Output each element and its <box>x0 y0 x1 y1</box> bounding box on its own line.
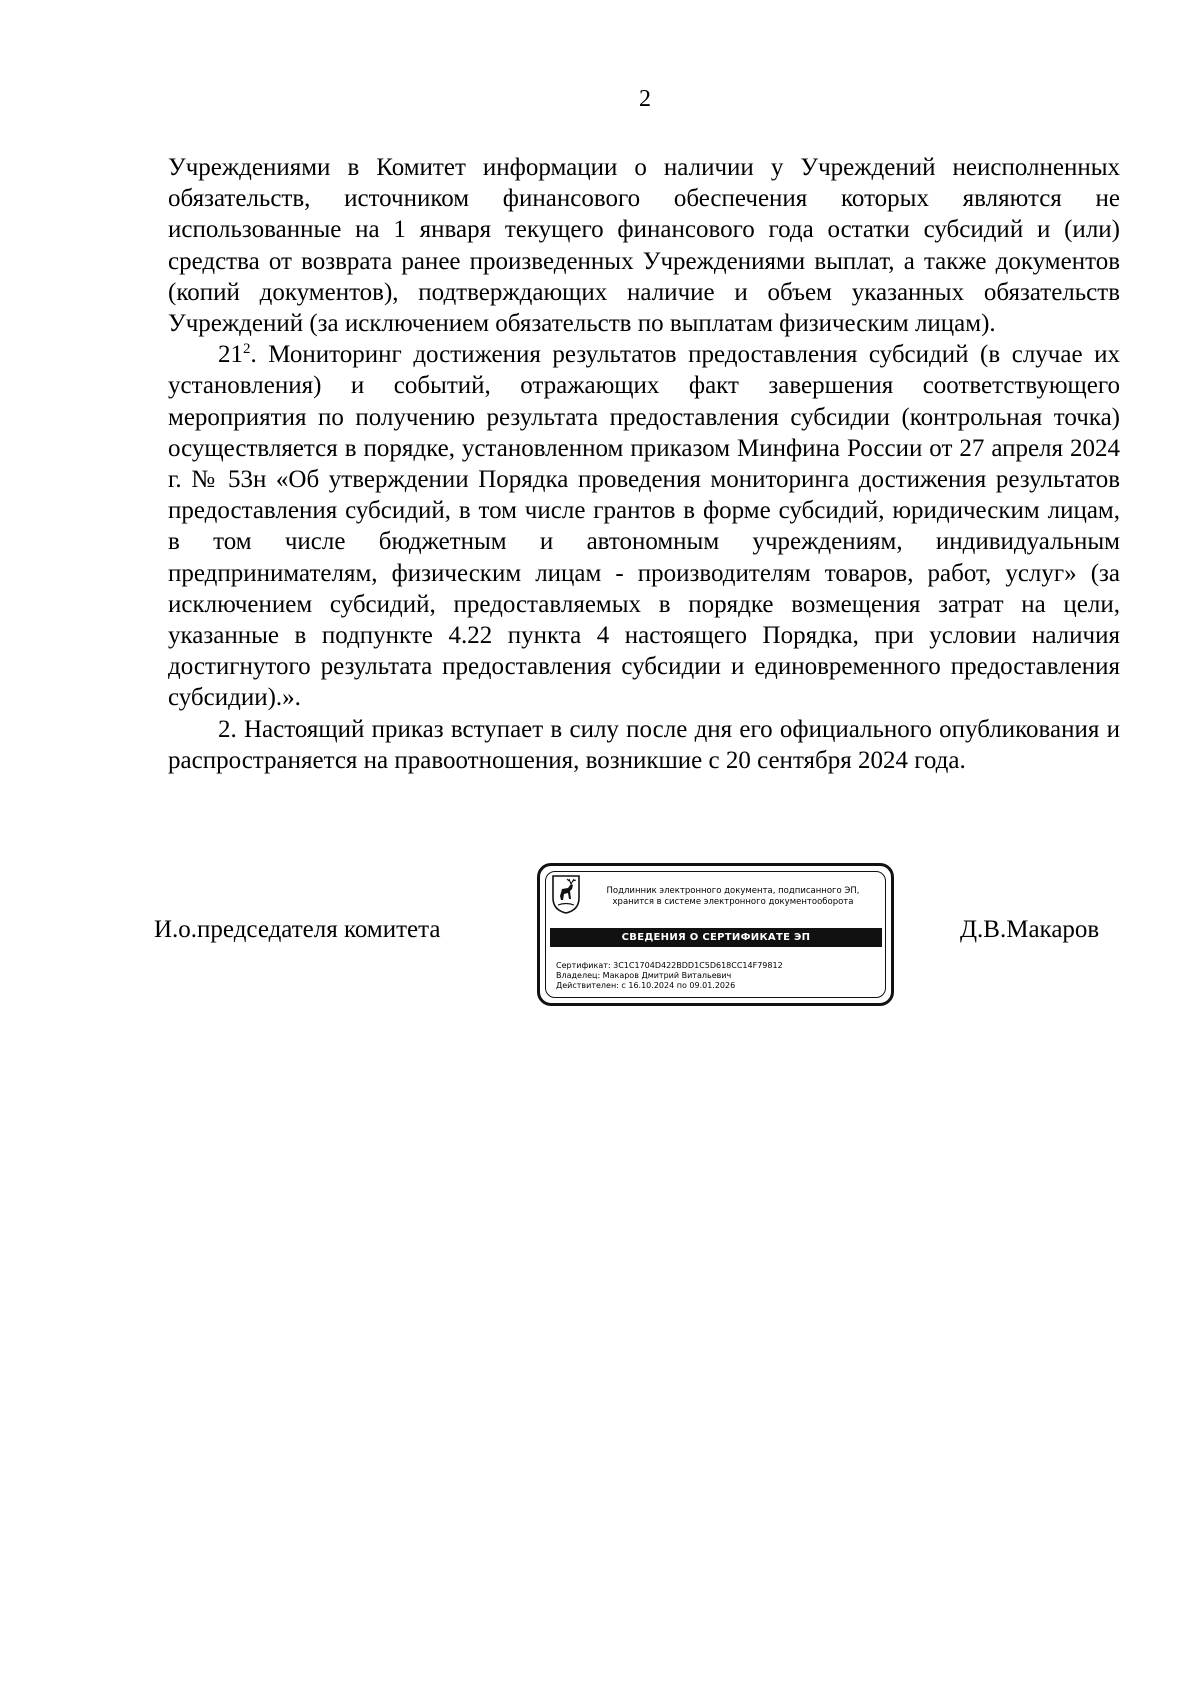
deer-coat-of-arms-icon <box>551 874 581 914</box>
stamp-validity: Действителен: с 16.10.2024 по 09.01.2026 <box>556 981 736 990</box>
stamp-header <box>588 886 878 908</box>
stamp-header-line-1: Подлинник электронного документа, подписанного ЭП, <box>606 886 860 896</box>
clause-text: . Мониторинг достижения результатов предоставления субсидий (в случае их установления) и событий, отражающих факт завершения соответствующего мероприятия по получению результата предоставления субсидии (контрольная точка) осуществляется в порядке, установленном приказом Минфина России от 27 апреля 2024 г. № 53н «Об утверждении Порядка проведения мониторинга достижения результатов предоставления субсидий, в том числе грантов в форме субсидий, юридическим лицам, в том числе бюджетным и автономным учреждениям, индивидуальным предпринимателям, физическим лицам - производителям товаров, работ, услуг» (за исключением субсидий, предоставляемых в порядке возмещения затрат на цели, указанные в подпункте 4.22 пункта 4 настоящего Порядка, при условии наличия достигнутого результата предоставления субсидии и единовременного предоставления субсидии).». <box>168 341 1120 712</box>
signatory-name: Д.В.Макаров <box>960 916 1100 943</box>
stamp-title-bar: СВЕДЕНИЯ О СЕРТИФИКАТЕ ЭП <box>550 928 882 947</box>
clause-number: 21 <box>218 341 243 369</box>
stamp-owner: Владелец: Макаров Дмитрий Витальевич <box>556 971 732 980</box>
stamp-details <box>556 961 886 991</box>
stamp-header-line-2: хранится в системе электронного документооборота <box>612 897 854 907</box>
electronic-signature-stamp <box>537 863 894 1006</box>
paragraph-clause-2: 2. Настоящий приказ вступает в силу после дня его официального опубликования и распространяется на правоотношения, возникшие с 20 сентября 2024 года. <box>168 715 1120 774</box>
signatory-position: И.о.председателя комитета <box>154 916 441 943</box>
clause-superscript: 2 <box>243 341 251 358</box>
document-body <box>168 152 1120 776</box>
page-number: 2 <box>639 86 651 112</box>
stamp-certificate: Сертификат: 3C1C1704D422BDD1C5D618CC14F79812 <box>556 961 783 970</box>
paragraph-clause-21-2 <box>168 339 1120 713</box>
paragraph-continuation: Учреждениями в Комитет информации о наличии у Учреждений неисполненных обязательств, источником финансового обеспечения которых являются не использованные на 1 января текущего финансового года остатки субсидий и (или) средства от возврата ранее произведенных Учреждениями выплат, а также документов (копий документов), подтверждающих наличие и объем указанных обязательств Учреждений (за исключением обязательств по выплатам физическим лицам). <box>168 154 1120 338</box>
